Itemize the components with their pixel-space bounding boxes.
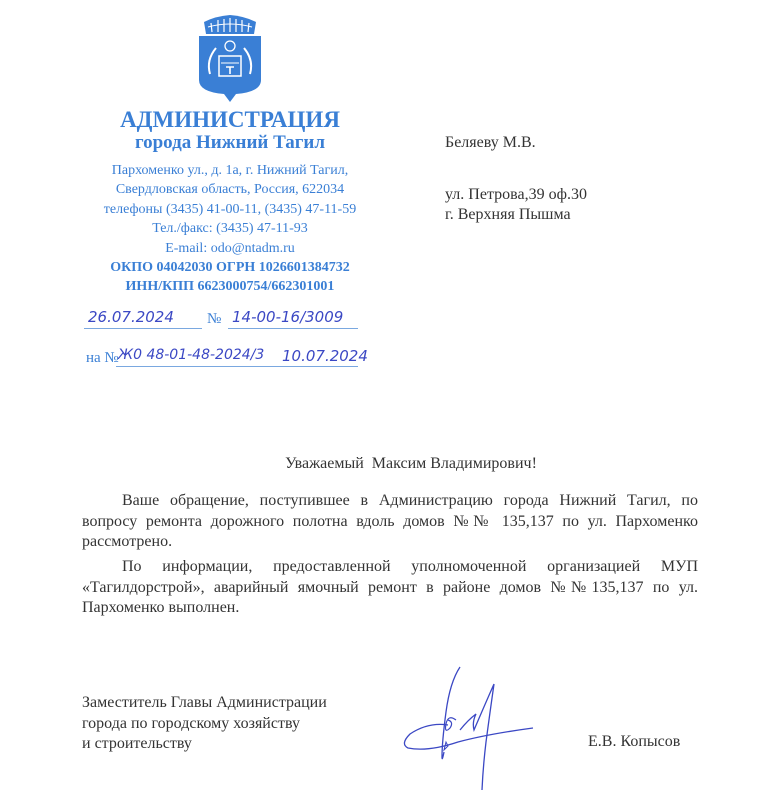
handwritten-signature [398,662,538,792]
okpo-ogrn-line: ОКПО 04042030 ОГРН 1026601384732 [110,260,350,276]
number-label: № [207,311,222,327]
signer-title-line: и строительству [82,735,192,752]
signer-name: Е.В. Копысов [588,733,681,750]
body-paragraph-1 [82,491,698,553]
org-city: города Нижний Тагил [134,132,326,153]
recipient-city: г. Верхняя Пышма [445,206,571,223]
signer-title-line: Заместитель Главы Администрации [82,694,327,711]
paragraph-text: Ваше обращение, поступившее в Администрацию города Нижний Тагил, по вопросу ремонта дорожного полотна вдоль домов №№ 135,137 по ул. Пархоменко рассмотрено. [82,492,698,550]
outgoing-date: 26.07.2024 [88,308,174,326]
reply-to-label: на № [86,350,119,366]
recipient-street: ул. Петрова,39 оф.30 [445,186,587,203]
address-line: Пархоменко ул., д. 1а, г. Нижний Тагил, [111,163,349,178]
signer-title-line: города по городскому хозяйству [82,714,300,732]
greeting: Уважаемый Максим Владимирович! [285,455,537,472]
signer-title [82,693,327,755]
fax-line: Тел./факс: (3435) 47-11-93 [152,221,308,237]
body-paragraph-2 [82,557,698,619]
recipient-block [445,133,587,225]
recipient-name: Беляеву М.В. [445,134,536,151]
coat-of-arms-emblem [196,12,264,104]
address-line: Свердловская область, Россия, 622034 [115,182,345,198]
phone-line: телефоны (3435) 41-00-11, (3435) 47-11-59 [103,201,357,217]
date-underline [84,328,202,329]
paragraph-text: По информации, предоставленной уполномоченной организацией МУП «Тагилдорстрой», аварийный ямочный ремонт в районе домов №№135,137 по ул. Пархоменко выполнен. [82,558,698,616]
number-underline [228,328,358,329]
org-address-block [60,161,400,297]
inn-kpp-line: ИНН/КПП 6623000754/662301001 [125,279,335,295]
reply-date: 10.07.2024 [282,347,368,365]
email-line: E-mail: odo@ntadm.ru [165,240,295,256]
reply-underline [116,366,358,367]
org-title: АДМИНИСТРАЦИЯ [120,107,340,132]
reply-number: Ж0 48-01-48-2024/3 [118,347,265,363]
outgoing-number: 14-00-16/3009 [232,308,344,326]
